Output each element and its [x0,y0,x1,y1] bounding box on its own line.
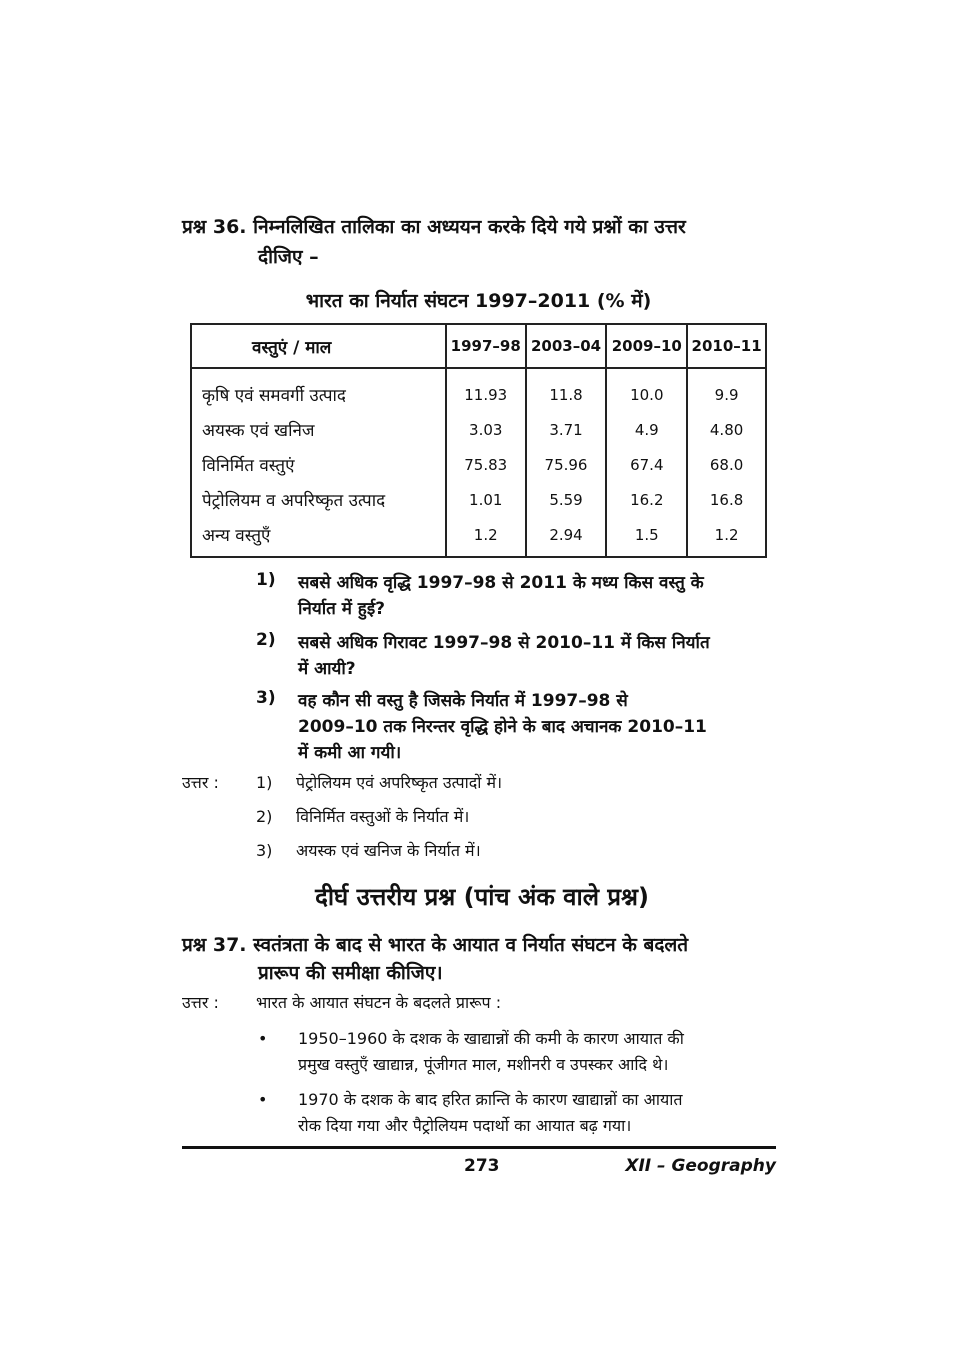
answer-37-bullet-2 [298,1087,788,1139]
sub-question-line: सबसे अधिक वृद्धि 1997–98 से 2011 के मध्य किस वस्तु के [298,573,704,593]
table-row [191,412,766,447]
sub-question-line: 2009–10 तक निरन्तर वृद्धि होने के बाद अचानक 2010–11 [298,717,707,737]
sub-question-number: 3) [256,688,276,708]
footer-rule [182,1146,776,1149]
question-36-label: प्रश्न 36. [182,216,247,238]
cell-value: 16.8 [687,482,766,517]
cell-value: 67.4 [606,447,687,482]
answer-36-number: 2) [256,807,273,826]
table-row [191,482,766,517]
answer-36-number: 1) [256,773,273,792]
cell-value: 1.2 [446,517,526,557]
question-37-text-line2: प्रारूप की समीक्षा कीजिए। [258,962,443,984]
row-label: कृषि एवं समवर्गी उत्पाद [191,368,446,412]
answer-36-number: 3) [256,841,273,860]
sub-question-line: में आयी? [298,659,356,679]
cell-value: 1.5 [606,517,687,557]
row-label: अन्य वस्तुएँ [191,517,446,557]
answer-36-label: उत्तर : [182,773,219,792]
table-header-goods: वस्तुएं / माल [191,324,446,368]
answer-36-text: पेट्रोलियम एवं अपरिष्कृत उत्पादों में। [296,773,503,792]
cell-value: 11.8 [526,368,607,412]
question-36-text-line2: दीजिए – [258,246,319,268]
table-row [191,447,766,482]
cell-value: 10.0 [606,368,687,412]
table-header-year: 2010–11 [687,324,766,368]
table-header-row [191,324,766,368]
sub-question-line: निर्यात में हुई? [298,599,386,619]
row-label: पेट्रोलियम व अपरिष्कृत उत्पाद [191,482,446,517]
answer-37-bullet-1 [298,1026,788,1078]
cell-value: 3.03 [446,412,526,447]
answer-37-label: उत्तर : [182,993,219,1012]
cell-value: 4.80 [687,412,766,447]
cell-value: 3.71 [526,412,607,447]
cell-value: 11.93 [446,368,526,412]
page-number: 273 [464,1156,500,1176]
cell-value: 4.9 [606,412,687,447]
export-composition-table [190,323,767,558]
bullet-line: रोक दिया गया और पैट्रोलियम पदार्थो का आयात बढ़ गया। [298,1116,632,1135]
answer-36-text: अयस्क एवं खनिज के निर्यात में। [296,841,481,860]
table-row [191,517,766,557]
bullet-line: 1970 के दशक के बाद हरित क्रान्ति के कारण खाद्यान्नों का आयात [298,1090,683,1109]
row-label: विनिर्मित वस्तुएं [191,447,446,482]
section-title: दीर्घ उत्तरीय प्रश्न (पांच अंक वाले प्रश्न) [315,883,649,911]
cell-value: 1.2 [687,517,766,557]
row-label: अयस्क एवं खनिज [191,412,446,447]
cell-value: 1.01 [446,482,526,517]
sub-question-line: में कमी आ गयी। [298,743,402,763]
bullet-dot: • [258,1029,268,1048]
table-header-year: 1997–98 [446,324,526,368]
question-36 [182,212,782,242]
cell-value: 5.59 [526,482,607,517]
sub-question-number: 1) [256,570,276,590]
bullet-line: 1950–1960 के दशक के खाद्यान्नों की कमी के कारण आयात की [298,1029,684,1048]
sub-question-line: सबसे अधिक गिरावट 1997–98 से 2010–11 में किस निर्यात [298,633,710,653]
answer-37-intro: भारत के आयात संघटन के बदलते प्रारूप : [256,993,502,1012]
question-37 [182,930,782,960]
table-header-year: 2009–10 [606,324,687,368]
sub-question-number: 2) [256,630,276,650]
table-header-year: 2003–04 [526,324,607,368]
table-row [191,368,766,412]
answer-36-text: विनिर्मित वस्तुओं के निर्यात में। [296,807,470,826]
cell-value: 68.0 [687,447,766,482]
bullet-dot: • [258,1090,268,1109]
cell-value: 2.94 [526,517,607,557]
cell-value: 75.83 [446,447,526,482]
cell-value: 75.96 [526,447,607,482]
table-title: भारत का निर्यात संघटन 1997–2011 (% में) [305,290,652,312]
bullet-line: प्रमुख वस्तुएँ खाद्यान्न, पूंजीगत माल, मशीनरी व उपस्कर आदि थे। [298,1055,669,1074]
question-37-text-line1: स्वतंत्रता के बाद से भारत के आयात व निर्यात संघटन के बदलते [253,934,689,956]
cell-value: 9.9 [687,368,766,412]
question-36-text-line1: निम्नलिखित तालिका का अध्ययन करके दिये गये प्रश्नों का उत्तर [253,216,686,238]
sub-question-line: वह कौन सी वस्तु है जिसके निर्यात में 1997–98 से [298,691,628,711]
book-title: XII – Geography [625,1156,776,1176]
question-37-label: प्रश्न 37. [182,934,247,956]
cell-value: 16.2 [606,482,687,517]
